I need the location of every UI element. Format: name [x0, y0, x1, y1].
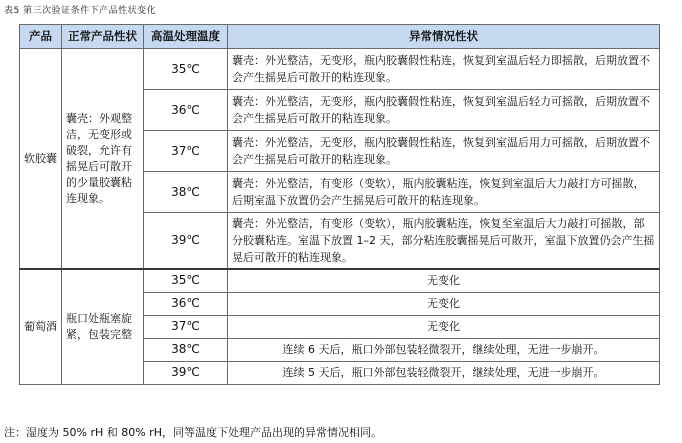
abnormal-traits-cell: 囊壳：外光整洁，无变形，瓶内胶囊假性粘连，恢复到室温后用力可摇散，后期放置不会产生摇晃后可散开的粘连现象。 [228, 131, 660, 172]
temperature-cell: 36℃ [144, 292, 228, 315]
table-footnote: 注：湿度为 50% rH 和 80% rH，同等温度下处理产品出现的异常情况相同。 [4, 426, 382, 439]
abnormal-traits-cell: 囊壳：外光整洁，有变形（变软），瓶内胶囊粘连，恢复到室温后大力敲打方可摇散，后期室温下放置仍会产生摇晃后可散开的粘连现象。 [228, 172, 660, 213]
temperature-cell: 38℃ [144, 172, 228, 213]
temperature-cell: 36℃ [144, 90, 228, 131]
table-row [20, 269, 660, 292]
normal-traits-cell: 瓶口处瓶塞旋紧，包装完整 [62, 269, 144, 384]
abnormal-traits-cell: 无变化 [228, 292, 660, 315]
abnormal-traits-cell: 囊壳：外光整洁，无变形，瓶内胶囊假性粘连，恢复到室温后轻力即摇散，后期放置不会产生摇晃后可散开的粘连现象。 [228, 49, 660, 90]
header-normal-traits: 正常产品性状 [62, 25, 144, 49]
header-product: 产品 [20, 25, 62, 49]
temperature-cell: 37℃ [144, 315, 228, 338]
temperature-cell: 38℃ [144, 338, 228, 361]
temperature-cell: 39℃ [144, 361, 228, 384]
abnormal-traits-cell: 连续 6 天后，瓶口外部包装轻微裂开，继续处理，无进一步崩开。 [228, 338, 660, 361]
table-row [20, 49, 660, 90]
header-temperature: 高温处理温度 [144, 25, 228, 49]
temperature-cell: 35℃ [144, 269, 228, 292]
normal-traits-cell: 囊壳：外观整洁，无变形或破裂，允许有摇晃后可散开的少量胶囊粘连现象。 [62, 49, 144, 270]
product-cell: 软胶囊 [20, 49, 62, 270]
abnormal-traits-cell: 无变化 [228, 315, 660, 338]
abnormal-traits-cell: 囊壳：外光整洁，有变形（变软），瓶内胶囊粘连，恢复至室温后大力敲打可摇散，部分胶囊粘连。室温下放置 1–2 天，部分粘连胶囊摇晃后可散开，室温下放置仍会产生摇晃后可散开的粘连现象。 [228, 213, 660, 270]
abnormal-traits-cell: 囊壳：外光整洁，无变形，瓶内胶囊假性粘连，恢复到室温后轻力可摇散，后期放置不会产生摇晃后可散开的粘连现象。 [228, 90, 660, 131]
results-table [19, 24, 660, 385]
table-caption: 表5 第三次验证条件下产品性状变化 [4, 6, 157, 16]
header-row [20, 25, 660, 49]
temperature-cell: 39℃ [144, 213, 228, 270]
header-abnormal-traits: 异常情况性状 [228, 25, 660, 49]
temperature-cell: 35℃ [144, 49, 228, 90]
temperature-cell: 37℃ [144, 131, 228, 172]
abnormal-traits-cell: 无变化 [228, 269, 660, 292]
abnormal-traits-cell: 连续 5 天后，瓶口外部包装轻微裂开，继续处理，无进一步崩开。 [228, 361, 660, 384]
product-cell: 葡萄酒 [20, 269, 62, 384]
